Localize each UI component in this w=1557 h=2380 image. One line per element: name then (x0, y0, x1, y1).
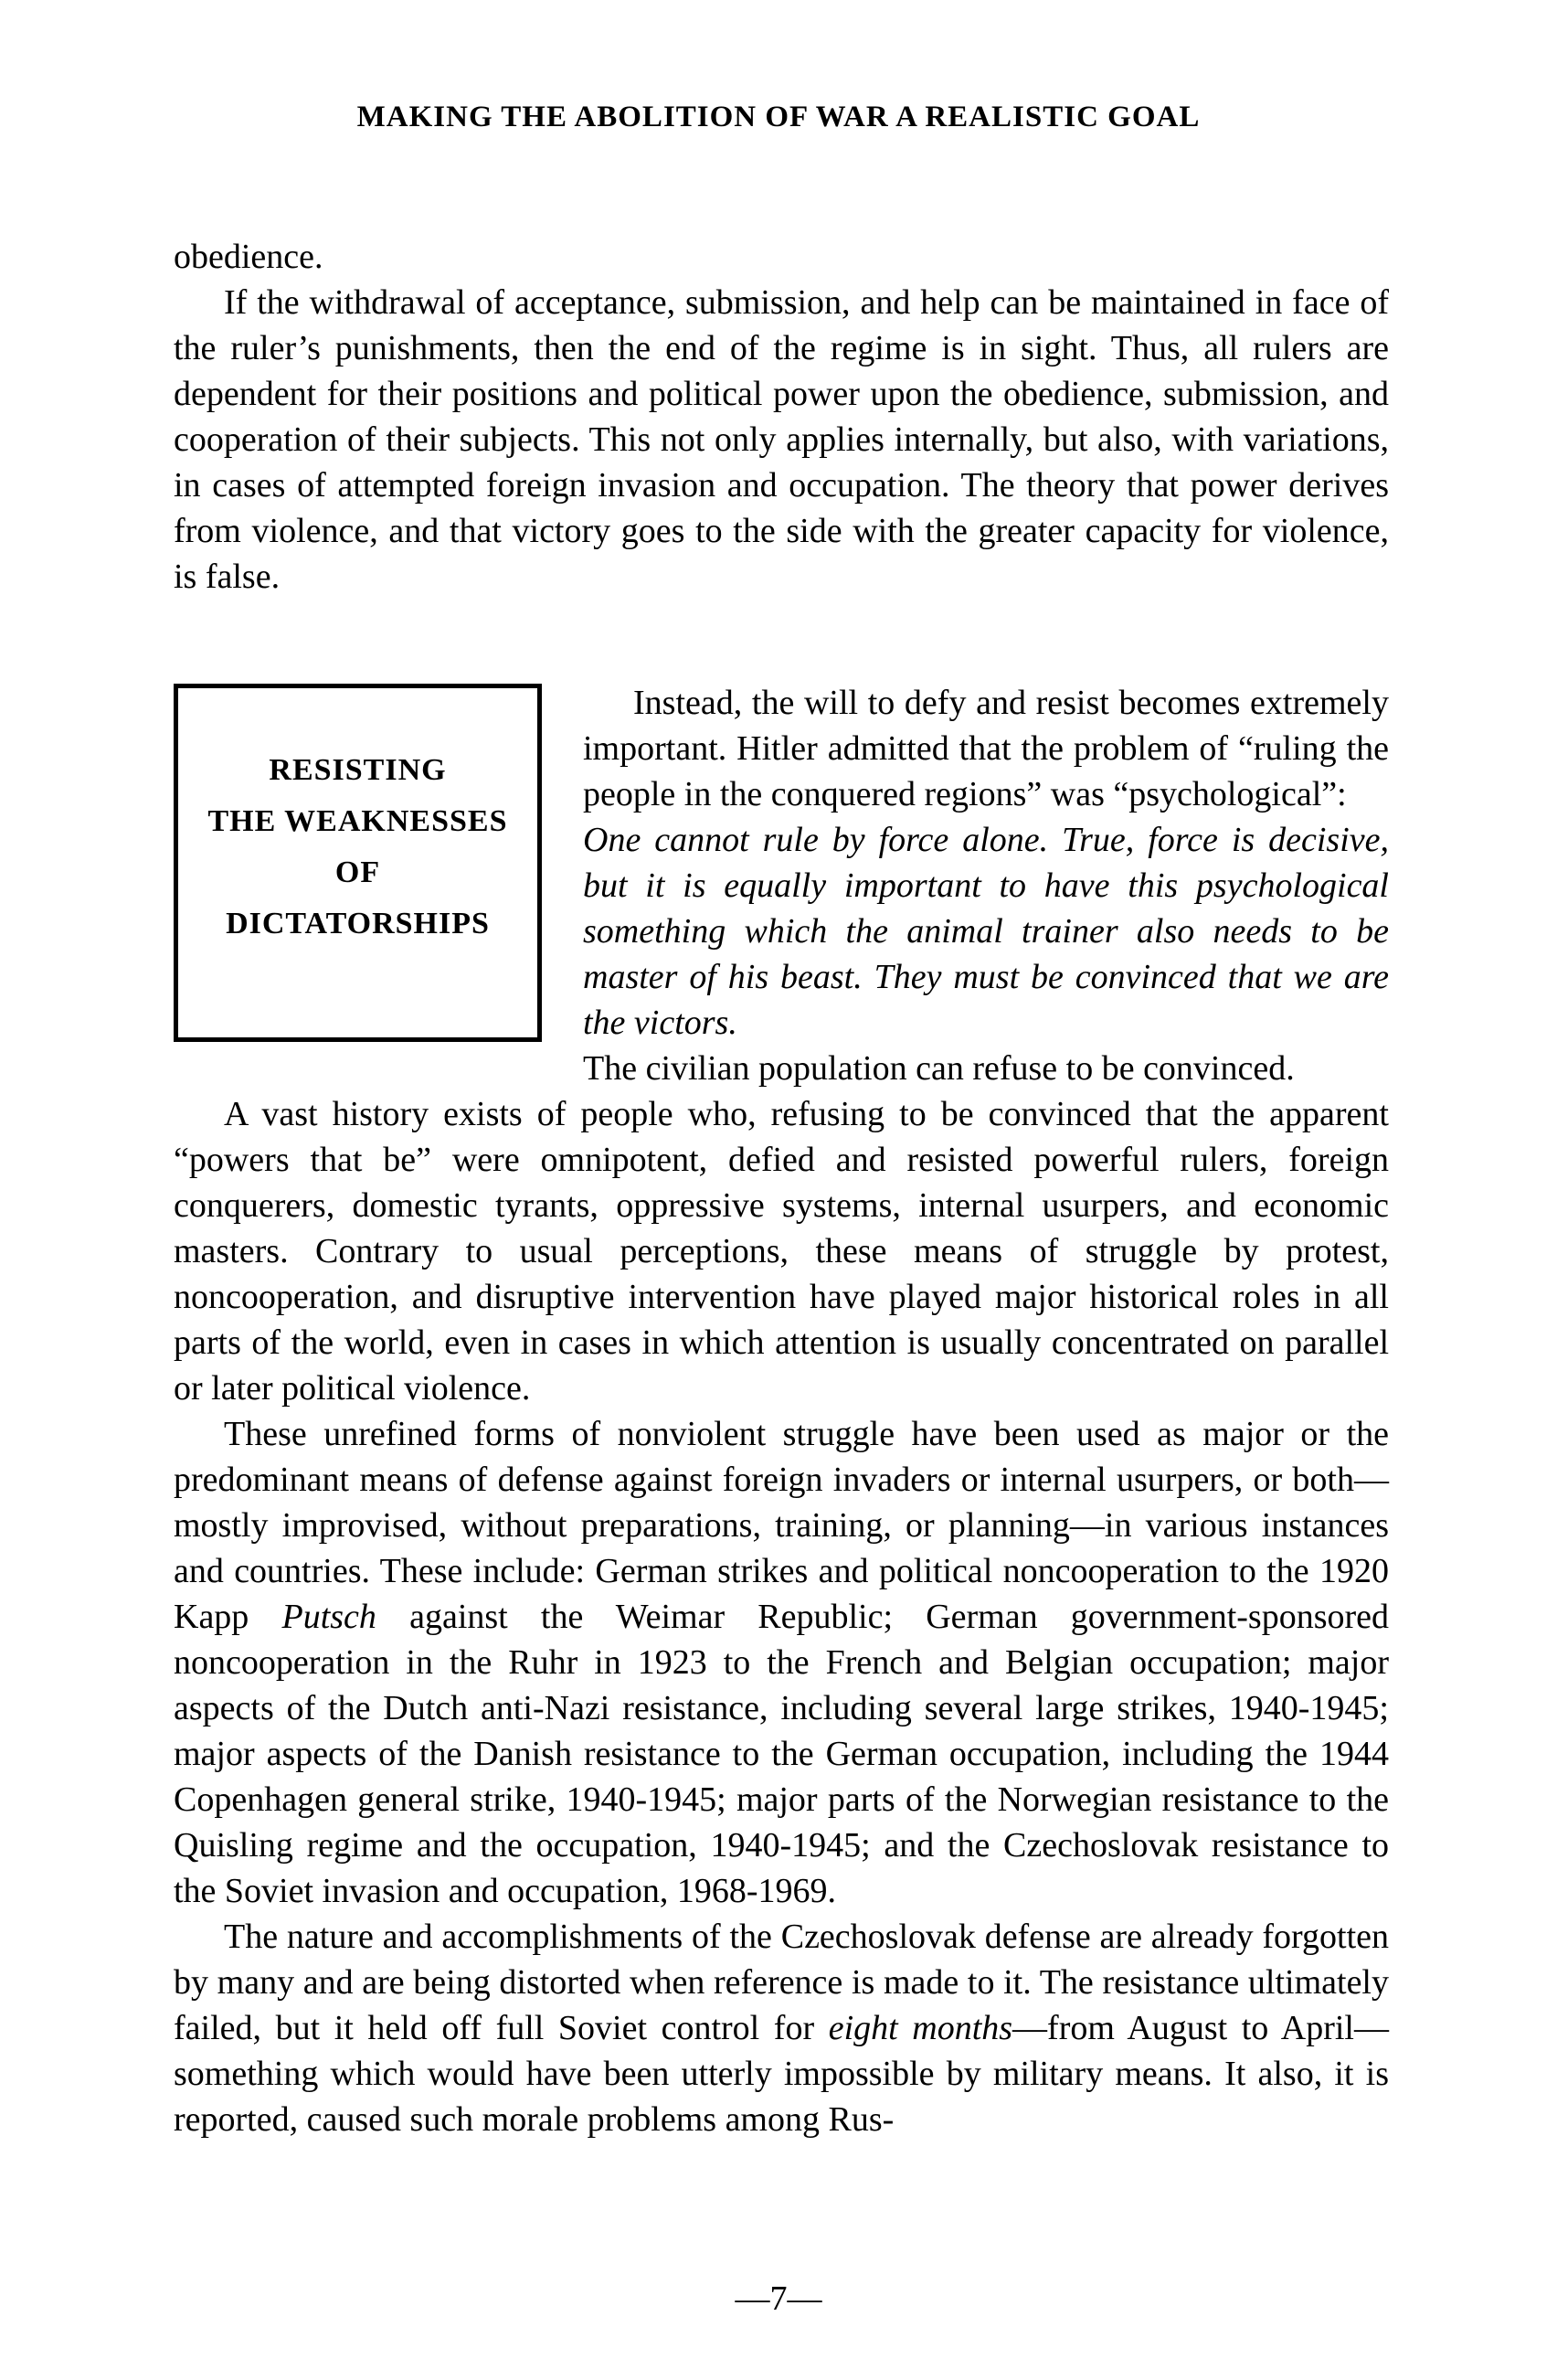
para-instead-segment-0: Instead, the will to defy and resist becomes extremely important. Hitler admitted that the problem of “ruling the people in the conquered regions” was “psychological”: (583, 684, 1389, 813)
para-civilian-segment-0: The civilian population can refuse to be convinced. (583, 1049, 1295, 1088)
para-unrefined-segment-1: Putsch (281, 1598, 376, 1636)
paragraphs-before-box (174, 234, 1389, 600)
para-obedience (174, 234, 1389, 280)
para-unrefined-segment-2: against the Weimar Republic; German government-sponsored noncooperation in the Ruhr in 1923 to the French and Belgian occupation; major aspects of the Dutch anti-Nazi resistance, including several large strikes, 1940-1945; major aspects of the Danish resistance to the German occupation, including the 1944 Copenhagen general strike, 1940-1945; major parts of the Norwegian resistance to the Quisling regime and the occupation, 1940-1945; and the Czechoslovak resistance to the Soviet invasion and occupation, 1968-1969. (174, 1598, 1390, 1910)
para-nature-segment-0: The nature and accomplishments of the Czechoslovak defense are already forgotten by many and are being distorted when reference is made to it. The resistance ultimately failed, but it held off full Soviet control for (174, 1918, 1389, 2047)
para-nature-segment-2: —from August to April—something which would have been utterly impossible by military means. It also, it is reported, caused such morale problems among Rus- (174, 2009, 1389, 2139)
box-title-line-1: RESISTING (269, 753, 447, 787)
box-title-line-4: DICTATORSHIPS (226, 907, 490, 940)
para-civilian (174, 1046, 1389, 1091)
para-vast-history (174, 1091, 1389, 1411)
page-number: —7— (735, 2279, 822, 2318)
box-title-line-2: THE WEAKNESSES (207, 804, 508, 838)
sidebar-box-resisting-dictatorships (174, 684, 542, 1042)
para-withdrawal-segment-0: If the withdrawal of acceptance, submission, and help can be maintained in face of the ruler’s punishments, then the end of the regime is in sight. Thus, all rulers are dependent for their positions and political power upon the obedience, submission, and cooperation of their subjects. This not only applies internally, but also, with variations, in cases of attempted foreign invasion and occupation. The theory that power derives from violence, and that victory goes to the side with the greater capacity for violence, is false. (174, 283, 1389, 596)
para-nature (174, 1914, 1389, 2142)
para-unrefined (174, 1411, 1389, 1914)
para-withdrawal (174, 280, 1389, 600)
para-obedience-segment-0: obedience. (174, 238, 323, 276)
para-vast-history-segment-0: A vast history exists of people who, refusing to be convinced that the apparent “powers that be” were omnipotent, defied and resisted powerful rulers, foreign conquerers, domestic tyrants, oppressive systems, internal usurpers, and economic masters. Contrary to usual perceptions, these means of struggle by protest, noncooperation, and disruptive intervention have played major historical roles in all parts of the world, even in cases in which attention is usually concentrated on parallel or later political violence. (174, 1095, 1389, 1408)
para-hitler-quote-segment-0: One cannot rule by force alone. True, force is decisive, but it is equally important to have this psychological something which the animal trainer also needs to be master of his beast. They must be convinced that we are the victors. (583, 821, 1389, 1042)
running-header: MAKING THE ABOLITION OF WAR A REALISTIC GOAL (356, 101, 1201, 133)
para-nature-segment-1: eight months (828, 2009, 1013, 2047)
body-text-column (174, 234, 1389, 2142)
para-unrefined-segment-0: These unrefined forms of nonviolent struggle have been used as major or the predominant means of defense against foreign invaders or internal usurpers, or both—mostly improvised, without preparations, training, or planning—in various instances and countries. These include: German strikes and political noncooperation to the 1920 Kapp (174, 1415, 1389, 1636)
box-title-line-3: OF (334, 855, 381, 889)
box-section (174, 680, 1389, 2142)
